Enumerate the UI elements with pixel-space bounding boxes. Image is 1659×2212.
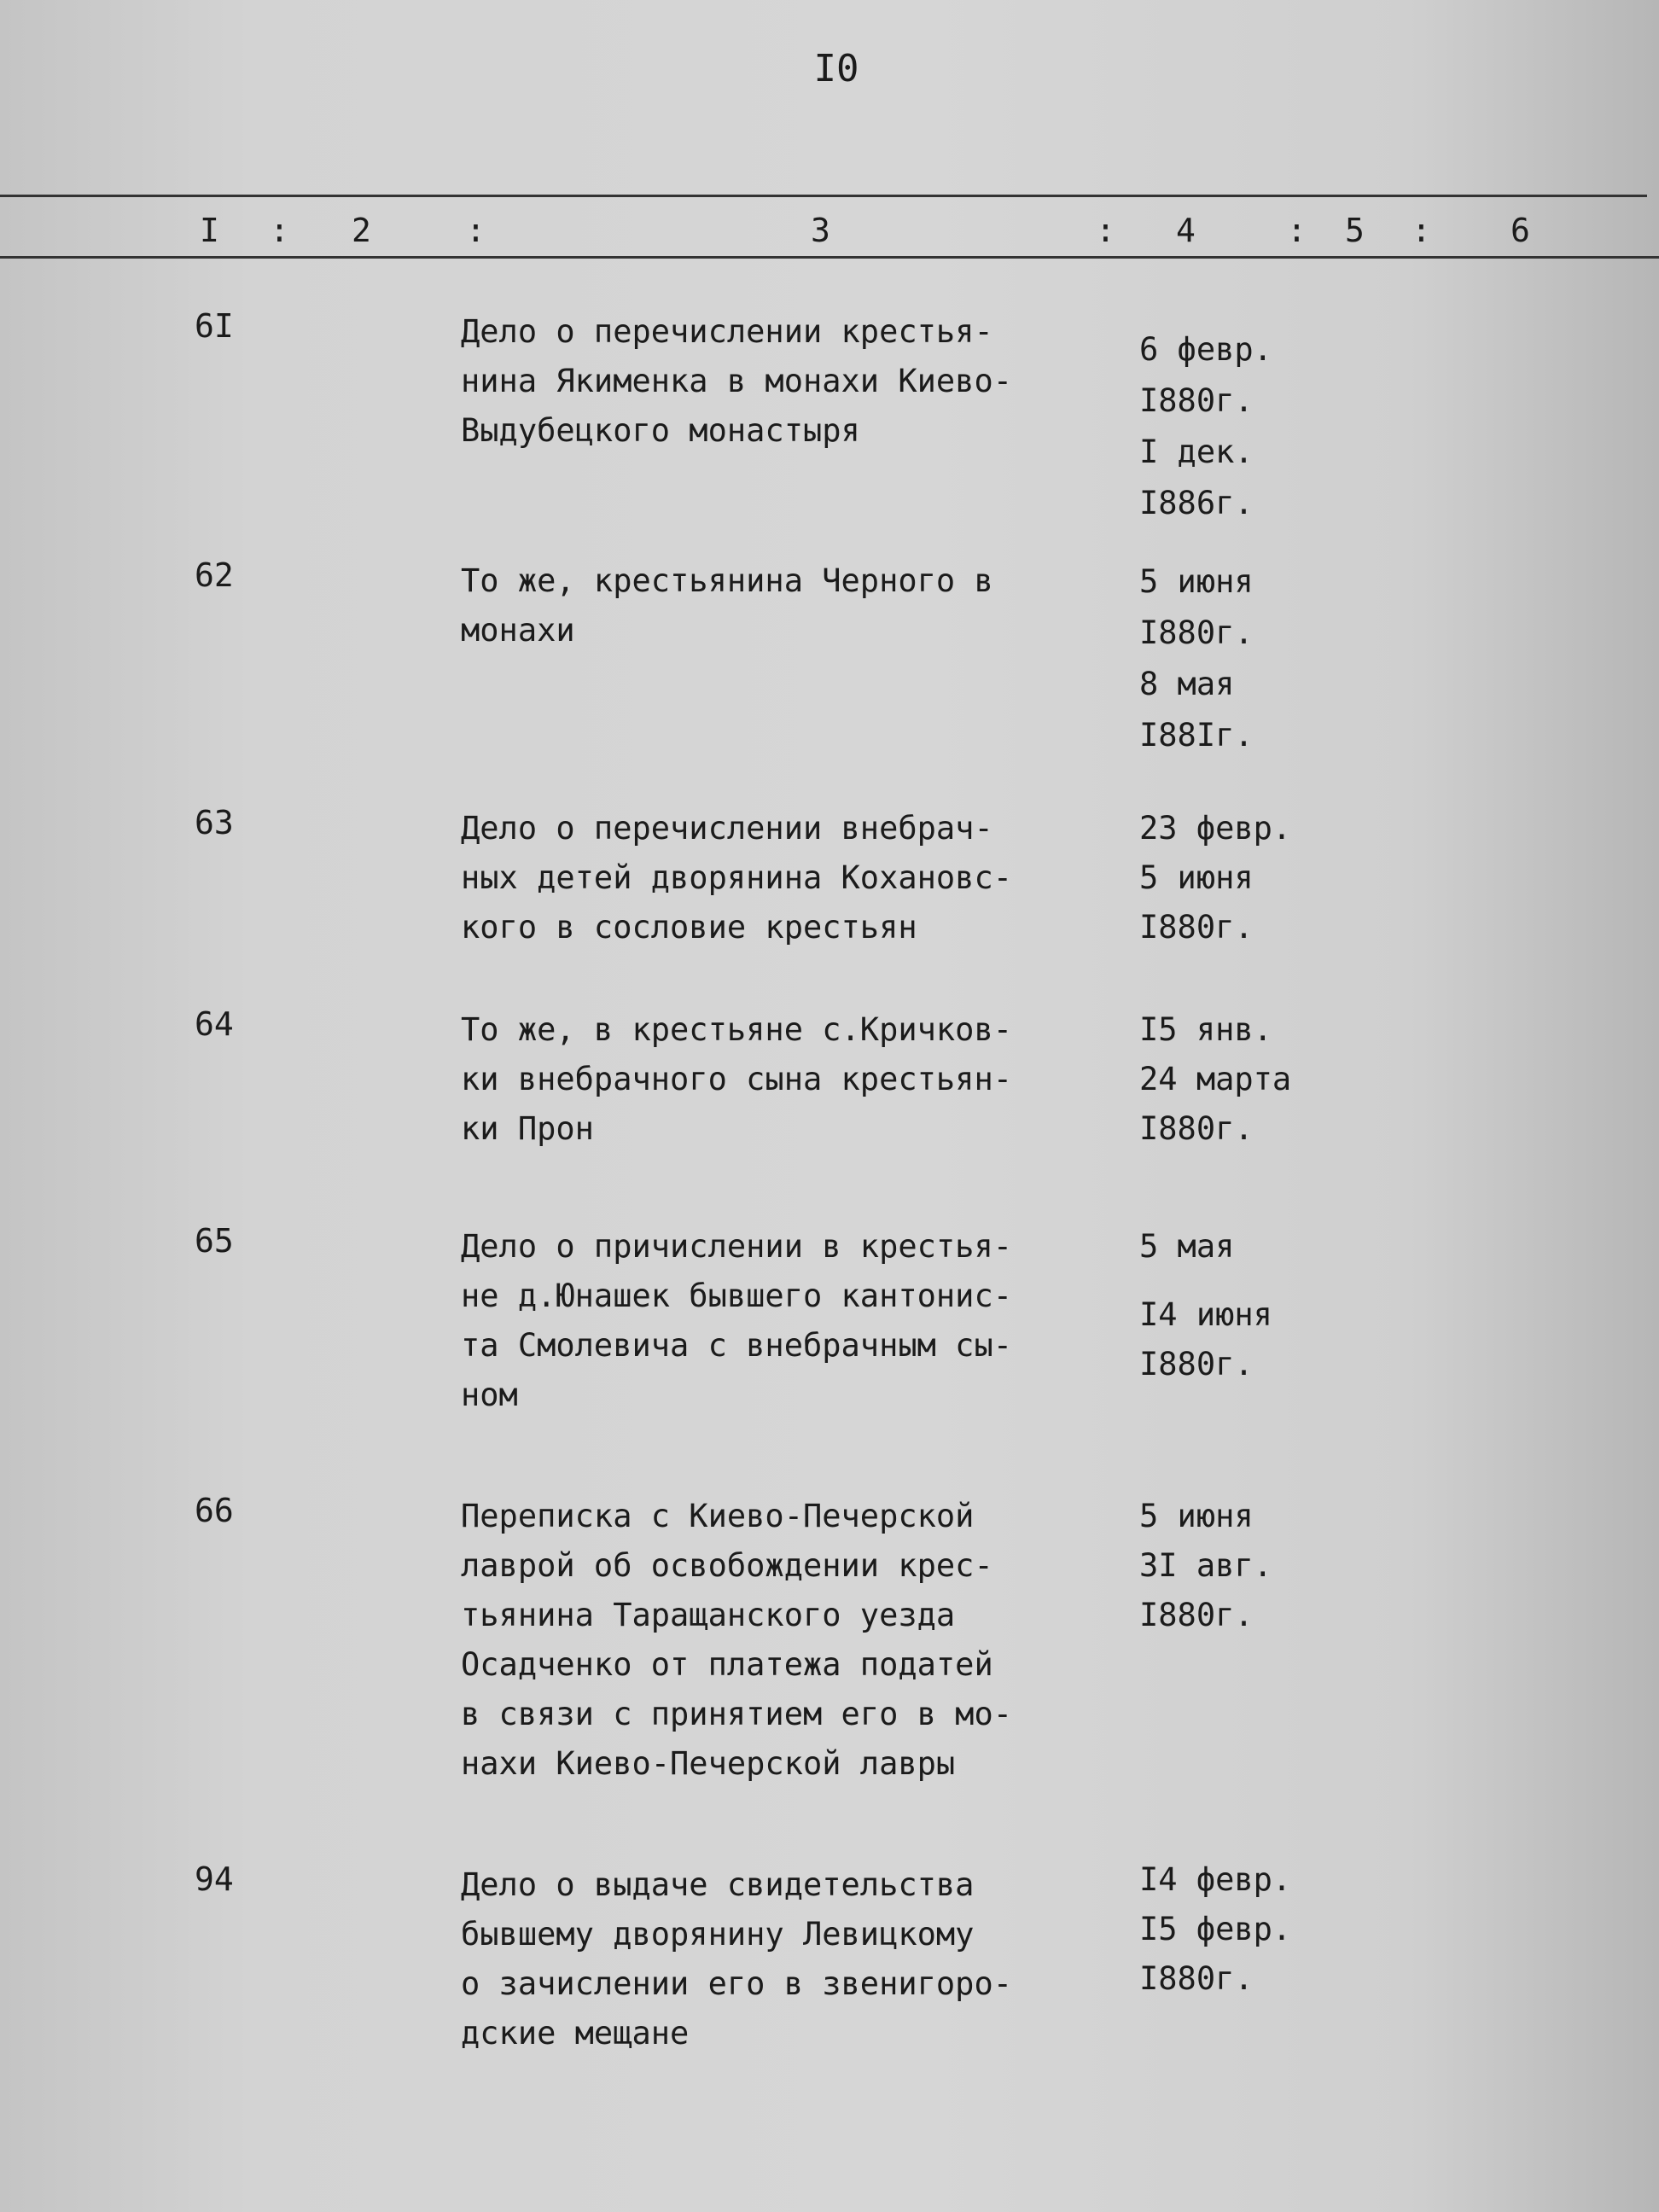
description-line: Дело о перечислении внебрач- <box>461 810 993 847</box>
column-header-1: I <box>200 212 219 249</box>
date-line: I880г. <box>1139 909 1254 946</box>
row-description <box>461 556 1109 655</box>
date-line: I4 февр. <box>1139 1861 1292 1898</box>
date-line: 6 февр. <box>1139 331 1272 368</box>
row-dates <box>1139 1222 1378 1389</box>
page-number: I0 <box>813 47 859 90</box>
description-line: дские мещане <box>461 2015 690 2052</box>
date-line: I дек. <box>1139 434 1254 470</box>
description-line: лаврой об освобождении крес- <box>461 1547 993 1584</box>
row-description <box>461 1492 1109 1789</box>
date-line: 5 мая <box>1139 1228 1235 1265</box>
date-line: I88Iг. <box>1139 717 1254 754</box>
date-line: I880г. <box>1139 382 1254 419</box>
row-dates <box>1139 804 1378 952</box>
column-separator: : <box>466 212 486 249</box>
row-number: 94 <box>195 1860 234 1898</box>
column-separator: : <box>1096 212 1115 249</box>
date-line: 23 февр. <box>1139 810 1292 847</box>
description-line: нина Якименка в монахи Киево- <box>461 363 1013 399</box>
row-description <box>461 1860 1109 2058</box>
row-number: 64 <box>195 1005 234 1043</box>
row-number: 65 <box>195 1222 234 1260</box>
description-line: Дело о выдаче свидетельства <box>461 1866 975 1903</box>
description-line: кого в сословие крестьян <box>461 909 917 946</box>
row-dates <box>1139 324 1378 529</box>
column-separator: : <box>1412 212 1431 249</box>
description-line: Переписка с Киево-Печерской <box>461 1498 975 1534</box>
date-line: I880г. <box>1139 614 1254 651</box>
date-line: 8 мая <box>1139 666 1235 702</box>
description-line: ки Прон <box>461 1110 594 1147</box>
description-line: ном <box>461 1377 518 1413</box>
row-dates <box>1139 1005 1378 1154</box>
row-description <box>461 307 1109 456</box>
column-header-3: 3 <box>811 212 830 249</box>
date-line: 5 июня <box>1139 859 1254 896</box>
description-line: Выдубецкого монастыря <box>461 412 860 449</box>
description-line: Осадченко от платежа податей <box>461 1646 993 1683</box>
description-line: ных детей дворянина Кохановс- <box>461 859 1013 896</box>
column-header-5: 5 <box>1345 212 1365 249</box>
row-number: 66 <box>195 1492 234 1529</box>
description-line: бывшему дворянину Левицкому <box>461 1916 975 1953</box>
date-line: 5 июня <box>1139 1498 1254 1534</box>
row-number: 62 <box>195 556 234 594</box>
column-separator: : <box>270 212 289 249</box>
date-line: 3I авг. <box>1139 1547 1272 1584</box>
date-line: 5 июня <box>1139 563 1254 600</box>
row-dates <box>1139 556 1378 761</box>
table-top-rule <box>0 195 1647 197</box>
description-line: ки внебрачного сына крестьян- <box>461 1061 1013 1097</box>
row-description <box>461 1222 1109 1420</box>
date-line: I880г. <box>1139 1346 1254 1382</box>
description-line: Дело о перечислении крестья- <box>461 313 993 350</box>
description-line: та Смолевича с внебрачным сы- <box>461 1327 1013 1364</box>
column-header-4: 4 <box>1176 212 1196 249</box>
column-separator: : <box>1287 212 1307 249</box>
description-line: Дело о причислении в крестья- <box>461 1228 1013 1265</box>
description-line: нахи Киево-Печерской лавры <box>461 1745 956 1782</box>
date-line: I5 февр. <box>1139 1911 1292 1947</box>
description-line: не д.Юнашек бывшего кантонис- <box>461 1278 1013 1314</box>
description-line: о зачислении его в звенигоро- <box>461 1965 1013 2002</box>
row-description <box>461 1005 1109 1154</box>
row-dates <box>1139 1492 1378 1640</box>
date-line: 24 марта <box>1139 1061 1292 1097</box>
column-header-6: 6 <box>1511 212 1530 249</box>
row-dates <box>1139 1855 1378 2004</box>
date-line: I886г. <box>1139 485 1254 521</box>
description-line: То же, в крестьяне с.Кричков- <box>461 1011 1013 1048</box>
column-header-2: 2 <box>352 212 371 249</box>
description-line: То же, крестьянина Черного в <box>461 562 993 599</box>
date-line: I880г. <box>1139 1597 1254 1633</box>
row-description <box>461 804 1109 952</box>
row-number: 63 <box>195 804 234 841</box>
date-line: I880г. <box>1139 1110 1254 1147</box>
date-line: I5 янв. <box>1139 1011 1272 1048</box>
date-line: I880г. <box>1139 1960 1254 1997</box>
description-line: тьянина Таращанского уезда <box>461 1597 956 1633</box>
description-line: монахи <box>461 612 575 649</box>
table-header-rule <box>0 256 1659 259</box>
description-line: в связи с принятием его в мо- <box>461 1696 1013 1732</box>
row-number: 6I <box>195 307 234 345</box>
date-line: I4 июня <box>1139 1296 1272 1333</box>
